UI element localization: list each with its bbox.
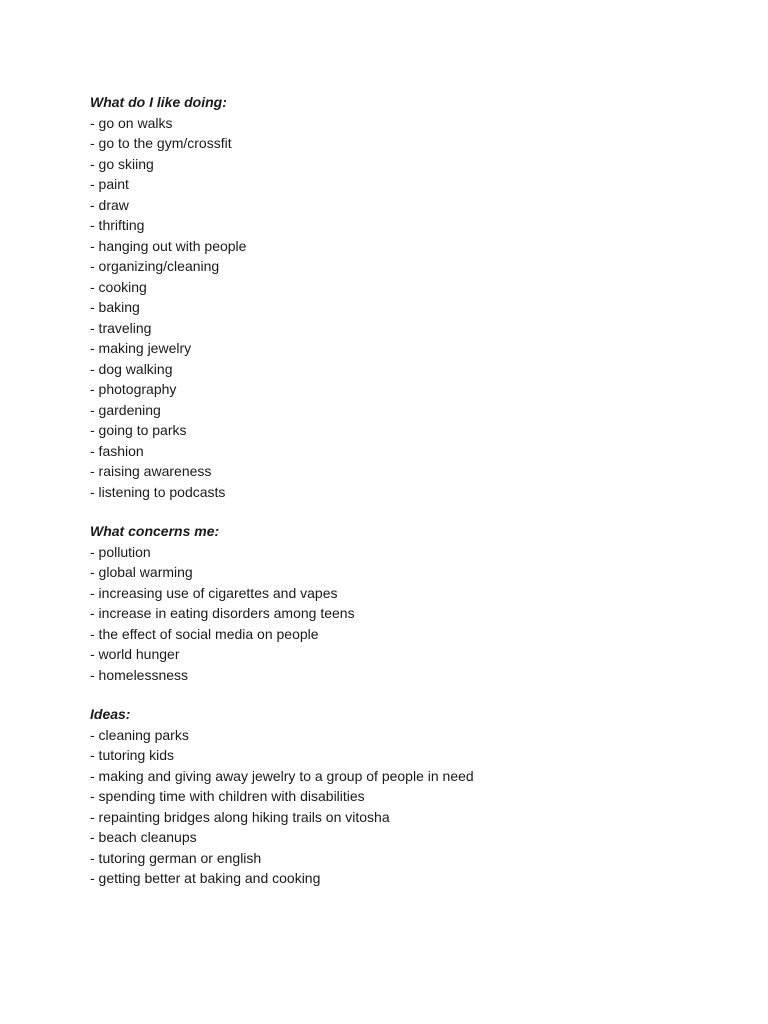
list-item: - repainting bridges along hiking trails on vitosha bbox=[90, 808, 390, 825]
list-item: - fashion bbox=[90, 442, 144, 459]
list-item: - photography bbox=[90, 381, 177, 397]
concerns-list bbox=[90, 542, 730, 686]
likes-list bbox=[90, 113, 730, 503]
list-item: - draw bbox=[90, 196, 129, 213]
section-heading: Ideas: bbox=[90, 706, 131, 722]
document-page bbox=[90, 92, 730, 908]
section-heading: What concerns me: bbox=[90, 523, 220, 539]
list-item: - baking bbox=[90, 299, 140, 315]
ideas-list bbox=[90, 725, 730, 889]
list-item: - tutoring german or english bbox=[90, 849, 262, 866]
list-item: - tutoring kids bbox=[90, 747, 175, 763]
list-item: - go to the gym/crossfit bbox=[90, 135, 232, 151]
list-item: - getting better at baking and cooking bbox=[90, 870, 321, 886]
list-item: - thrifting bbox=[90, 217, 145, 233]
list-item: - raising awareness bbox=[90, 463, 212, 479]
list-item: - paint bbox=[90, 176, 129, 192]
list-item: - the effect of social media on people bbox=[90, 625, 319, 642]
list-item: - traveling bbox=[90, 319, 152, 336]
list-item: - making and giving away jewelry to a group of people in need bbox=[90, 767, 474, 784]
section-likes bbox=[90, 92, 730, 502]
list-item: - gardening bbox=[90, 401, 161, 418]
list-item: - cleaning parks bbox=[90, 726, 189, 743]
list-item: - cooking bbox=[90, 278, 147, 295]
list-item: - spending time with children with disabilities bbox=[90, 788, 365, 804]
list-item: - dog walking bbox=[90, 360, 173, 377]
list-item: - increasing use of cigarettes and vapes bbox=[90, 584, 338, 601]
section-concerns bbox=[90, 521, 730, 685]
list-item: - world hunger bbox=[90, 646, 180, 662]
list-item: - organizing/cleaning bbox=[90, 258, 220, 274]
list-item: - increase in eating disorders among teens bbox=[90, 605, 355, 621]
list-item: - global warming bbox=[90, 564, 193, 580]
list-item: - go skiing bbox=[90, 155, 154, 172]
list-item: - beach cleanups bbox=[90, 829, 197, 845]
section-ideas bbox=[90, 704, 730, 889]
list-item: - go on walks bbox=[90, 114, 173, 131]
list-item: - pollution bbox=[90, 543, 151, 560]
list-item: - going to parks bbox=[90, 422, 187, 438]
list-item: - hanging out with people bbox=[90, 237, 247, 254]
list-item: - homelessness bbox=[90, 666, 189, 683]
list-item: - listening to podcasts bbox=[90, 483, 226, 500]
list-item: - making jewelry bbox=[90, 340, 192, 356]
section-heading: What do I like doing: bbox=[90, 94, 227, 110]
